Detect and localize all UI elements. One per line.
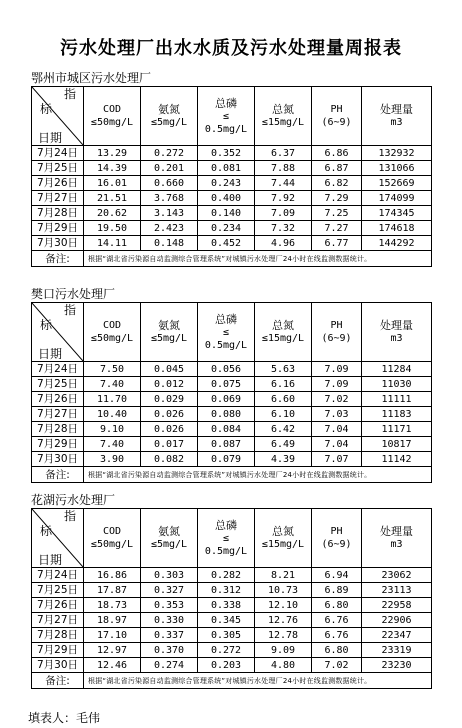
column-header-line: PH [330,320,343,331]
value-cell: 16.86 [84,568,141,583]
value-cell: 6.89 [312,583,362,598]
column-header [312,87,362,146]
note-row [32,251,432,267]
value-cell: 0.327 [141,583,198,598]
value-cell: 7.32 [255,221,312,236]
column-header-line: (6~9) [321,333,352,344]
table-row [32,568,432,583]
table-row [32,613,432,628]
table-header-row [32,87,432,146]
value-cell: 0.370 [141,643,198,658]
value-cell: 6.86 [312,146,362,161]
column-header [84,303,141,362]
header-label-biao: 标 [40,524,53,538]
value-cell: 6.37 [255,146,312,161]
column-header-line: PH [330,526,343,537]
value-cell: 16.01 [84,176,141,191]
plant-section [31,286,431,483]
column-header-line: m3 [390,539,403,550]
table-row [32,392,432,407]
value-cell: 0.243 [198,176,255,191]
value-cell: 0.201 [141,161,198,176]
value-cell: 7.02 [312,392,362,407]
value-cell: 0.660 [141,176,198,191]
plant-name: 樊口污水处理厂 [31,287,116,301]
column-header [141,87,198,146]
column-header-line: COD [102,320,122,331]
note-row [32,673,432,689]
column-header-line: 总磷 [215,312,237,326]
date-cell: 7月27日 [32,407,84,422]
value-cell: 10817 [362,437,432,452]
column-header-line: 0.5mg/L [204,339,248,351]
value-cell: 18.73 [84,598,141,613]
value-cell: 0.400 [198,191,255,206]
value-cell: 21.51 [84,191,141,206]
column-header-line: 总氮 [272,319,294,332]
value-cell: 9.10 [84,422,141,437]
value-cell: 10.73 [255,583,312,598]
value-cell: 4.39 [255,452,312,467]
column-header [198,509,255,568]
value-cell: 7.92 [255,191,312,206]
table-row [32,377,432,392]
value-cell: 7.04 [312,437,362,452]
table-row [32,362,432,377]
column-header-line: 氨氮 [158,525,180,538]
value-cell: 6.10 [255,407,312,422]
date-cell: 7月25日 [32,161,84,176]
date-cell: 7月25日 [32,377,84,392]
value-cell: 13.29 [84,146,141,161]
value-cell: 6.94 [312,568,362,583]
column-header-line: ≤50mg/L [90,333,134,344]
table-row [32,221,432,236]
table-header-row [32,303,432,362]
value-cell: 0.272 [198,643,255,658]
column-header-line: m3 [390,333,403,344]
column-header-line: 总氮 [272,525,294,538]
header-label-zhi: 指 [64,87,77,101]
table-row [32,437,432,452]
value-cell: 6.16 [255,377,312,392]
date-cell: 7月26日 [32,176,84,191]
value-cell: 12.10 [255,598,312,613]
value-cell: 0.272 [141,146,198,161]
value-cell: 7.44 [255,176,312,191]
value-cell: 152669 [362,176,432,191]
column-header-line: (6~9) [321,117,352,128]
table-row [32,206,432,221]
value-cell: 7.27 [312,221,362,236]
value-cell: 4.96 [255,236,312,251]
value-cell: 7.09 [312,362,362,377]
diagonal-header-cell [32,509,84,568]
note-label: 备注: [32,251,84,267]
value-cell: 7.40 [84,377,141,392]
value-cell: 174345 [362,206,432,221]
table-row [32,176,432,191]
value-cell: 0.330 [141,613,198,628]
report-title: 污水处理厂出水水质及污水处理量周报表 [60,38,402,59]
value-cell: 0.081 [198,161,255,176]
table-row [32,643,432,658]
column-header-line: 0.5mg/L [204,123,248,135]
value-cell: 6.76 [312,628,362,643]
value-cell: 7.88 [255,161,312,176]
value-cell: 9.09 [255,643,312,658]
column-header [312,509,362,568]
value-cell: 0.069 [198,392,255,407]
column-header-line: 总氮 [272,103,294,116]
note-text: 根据“湖北省污染源自动监测综合管理系统”对城镇污水处理厂24小时在线监测数据统计。 [84,673,432,689]
date-cell: 7月26日 [32,598,84,613]
value-cell: 18.97 [84,613,141,628]
note-label: 备注: [32,673,84,689]
header-label-biao: 标 [40,102,53,116]
column-header-line: m3 [390,117,403,128]
value-cell: 7.29 [312,191,362,206]
column-header-line: 氨氮 [158,319,180,332]
column-header-line: 氨氮 [158,103,180,116]
value-cell: 6.60 [255,392,312,407]
date-cell: 7月28日 [32,628,84,643]
value-cell: 0.017 [141,437,198,452]
value-cell: 10.40 [84,407,141,422]
value-cell: 12.46 [84,658,141,673]
value-cell: 6.49 [255,437,312,452]
value-cell: 0.303 [141,568,198,583]
column-header-line: ≤15mg/L [261,117,305,128]
column-header-line: 处理量 [380,525,413,538]
water-quality-table [31,302,432,483]
table-row [32,598,432,613]
table-row [32,407,432,422]
header-label-zhi: 指 [64,509,77,523]
table-row [32,191,432,206]
column-header-line: ≤15mg/L [261,333,305,344]
header-label-biao: 标 [40,318,53,332]
plant-name: 鄂州市城区污水处理厂 [31,71,152,85]
value-cell: 0.084 [198,422,255,437]
value-cell: 14.11 [84,236,141,251]
date-cell: 7月24日 [32,362,84,377]
value-cell: 3.143 [141,206,198,221]
value-cell: 174618 [362,221,432,236]
table-row [32,583,432,598]
note-text: 根据“湖北省污染源自动监测综合管理系统”对城镇污水处理厂24小时在线监测数据统计。 [84,467,432,483]
value-cell: 4.80 [255,658,312,673]
value-cell: 17.87 [84,583,141,598]
value-cell: 0.203 [198,658,255,673]
date-cell: 7月26日 [32,392,84,407]
value-cell: 0.352 [198,146,255,161]
value-cell: 19.50 [84,221,141,236]
table-header-row [32,509,432,568]
column-header [362,303,432,362]
column-header-line: ≤ [222,110,230,122]
plant-section [31,492,431,689]
column-header [198,87,255,146]
value-cell: 0.452 [198,236,255,251]
value-cell: 7.40 [84,437,141,452]
column-header [255,87,312,146]
date-cell: 7月27日 [32,191,84,206]
column-header [312,303,362,362]
value-cell: 0.282 [198,568,255,583]
table-row [32,146,432,161]
value-cell: 12.78 [255,628,312,643]
value-cell: 11142 [362,452,432,467]
value-cell: 0.012 [141,377,198,392]
date-cell: 7月28日 [32,422,84,437]
value-cell: 3.768 [141,191,198,206]
date-cell: 7月24日 [32,146,84,161]
header-label-riqi: 日期 [38,131,63,145]
value-cell: 0.079 [198,452,255,467]
column-header-line: 总磷 [215,518,237,532]
value-cell: 8.21 [255,568,312,583]
diagonal-header-cell [32,87,84,146]
value-cell: 0.082 [141,452,198,467]
date-cell: 7月30日 [32,236,84,251]
table-row [32,628,432,643]
column-header-line: ≤ [222,326,230,338]
date-cell: 7月28日 [32,206,84,221]
value-cell: 11183 [362,407,432,422]
value-cell: 7.04 [312,422,362,437]
plant-section [31,70,431,267]
date-cell: 7月24日 [32,568,84,583]
column-header [362,509,432,568]
value-cell: 7.50 [84,362,141,377]
column-header-line: ≤5mg/L [150,333,188,344]
value-cell: 7.03 [312,407,362,422]
water-quality-table [31,508,432,689]
value-cell: 11171 [362,422,432,437]
value-cell: 0.045 [141,362,198,377]
date-cell: 7月29日 [32,221,84,236]
column-header [84,509,141,568]
column-header [255,303,312,362]
value-cell: 144292 [362,236,432,251]
value-cell: 11.70 [84,392,141,407]
value-cell: 11030 [362,377,432,392]
column-header-line: ≤50mg/L [90,117,134,128]
value-cell: 0.338 [198,598,255,613]
value-cell: 22906 [362,613,432,628]
column-header-line: 总磷 [215,96,237,110]
plant-name: 花湖污水处理厂 [31,493,116,507]
column-header-line: 处理量 [380,103,413,116]
table-row [32,161,432,176]
column-header-line: COD [102,104,122,115]
column-header-line: ≤15mg/L [261,539,305,550]
value-cell: 7.09 [255,206,312,221]
date-cell: 7月30日 [32,452,84,467]
value-cell: 5.63 [255,362,312,377]
value-cell: 7.25 [312,206,362,221]
value-cell: 6.87 [312,161,362,176]
value-cell: 23062 [362,568,432,583]
column-header [141,509,198,568]
column-header-line: 处理量 [380,319,413,332]
value-cell: 23113 [362,583,432,598]
header-label-riqi: 日期 [38,553,63,567]
value-cell: 0.026 [141,407,198,422]
table-row [32,422,432,437]
header-label-riqi: 日期 [38,347,63,361]
value-cell: 0.337 [141,628,198,643]
date-cell: 7月30日 [32,658,84,673]
value-cell: 6.77 [312,236,362,251]
value-cell: 0.234 [198,221,255,236]
column-header-line: (6~9) [321,539,352,550]
table-row [32,452,432,467]
column-header-line: ≤ [222,532,230,544]
value-cell: 6.80 [312,598,362,613]
column-header [198,303,255,362]
note-label: 备注: [32,467,84,483]
value-cell: 0.148 [141,236,198,251]
value-cell: 22347 [362,628,432,643]
column-header [362,87,432,146]
value-cell: 0.345 [198,613,255,628]
value-cell: 7.02 [312,658,362,673]
value-cell: 174099 [362,191,432,206]
value-cell: 22958 [362,598,432,613]
value-cell: 14.39 [84,161,141,176]
column-header-line: ≤5mg/L [150,539,188,550]
value-cell: 0.353 [141,598,198,613]
value-cell: 0.075 [198,377,255,392]
table-row [32,236,432,251]
value-cell: 6.82 [312,176,362,191]
value-cell: 0.312 [198,583,255,598]
column-header-line: 0.5mg/L [204,545,248,557]
column-header-line: ≤50mg/L [90,539,134,550]
value-cell: 0.140 [198,206,255,221]
value-cell: 20.62 [84,206,141,221]
filler-signature: 填表人：毛伟 [28,711,101,725]
date-cell: 7月27日 [32,613,84,628]
column-header-line: PH [330,104,343,115]
value-cell: 131066 [362,161,432,176]
value-cell: 7.07 [312,452,362,467]
water-quality-table [31,86,432,267]
value-cell: 2.423 [141,221,198,236]
value-cell: 3.90 [84,452,141,467]
note-row [32,467,432,483]
value-cell: 0.305 [198,628,255,643]
value-cell: 23230 [362,658,432,673]
value-cell: 0.080 [198,407,255,422]
value-cell: 17.10 [84,628,141,643]
value-cell: 12.76 [255,613,312,628]
header-label-zhi: 指 [64,303,77,317]
diagonal-header-cell [32,303,84,362]
value-cell: 0.056 [198,362,255,377]
value-cell: 0.026 [141,422,198,437]
value-cell: 6.80 [312,643,362,658]
value-cell: 23319 [362,643,432,658]
value-cell: 11111 [362,392,432,407]
value-cell: 0.274 [141,658,198,673]
value-cell: 132932 [362,146,432,161]
note-text: 根据“湖北省污染源自动监测综合管理系统”对城镇污水处理厂24小时在线监测数据统计。 [84,251,432,267]
table-row [32,658,432,673]
value-cell: 11284 [362,362,432,377]
value-cell: 6.42 [255,422,312,437]
column-header [141,303,198,362]
column-header-line: ≤5mg/L [150,117,188,128]
date-cell: 7月29日 [32,437,84,452]
value-cell: 0.087 [198,437,255,452]
value-cell: 0.029 [141,392,198,407]
column-header [255,509,312,568]
column-header [84,87,141,146]
value-cell: 12.97 [84,643,141,658]
column-header-line: COD [102,526,122,537]
value-cell: 7.09 [312,377,362,392]
date-cell: 7月29日 [32,643,84,658]
date-cell: 7月25日 [32,583,84,598]
value-cell: 6.76 [312,613,362,628]
